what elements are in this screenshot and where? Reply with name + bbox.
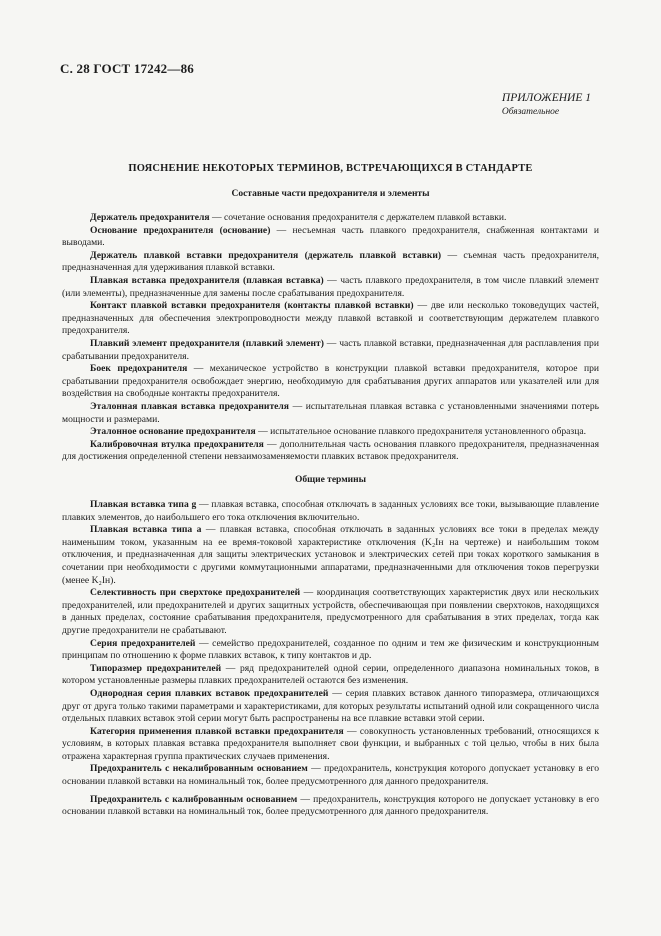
term-paragraph	[62, 587, 599, 637]
term-paragraph	[62, 794, 599, 819]
term-name: Плавкая вставка типа g	[90, 499, 197, 510]
term-paragraph	[62, 726, 599, 764]
appendix-label	[502, 91, 591, 119]
section-general	[62, 499, 599, 819]
section-heading-general: Общие термины	[294, 475, 367, 485]
term-definition: — семейство предохранителей, созданное по одним и тем же физическим и конструкционным принципам по отношению к форме плавких вставок, к типу контактов и др.	[62, 637, 599, 662]
term-name: Категория применения плавкой вставки предохранителя	[90, 725, 344, 737]
term-definition: — испытательная плавкая вставка с установленными значениями потерь мощности и размерами.	[62, 400, 599, 425]
term-name: Эталонное основание предохранителя	[90, 426, 256, 438]
term-definition: — сочетание основания предохранителя с держателем плавкой вставки.	[209, 212, 507, 223]
section-components	[62, 212, 599, 464]
term-definition: — предохранитель, конструкция которого допускает установку в его основании плавкой вставки на номинальный ток, более предусмотренного для данного предохранителя.	[62, 763, 600, 788]
term-paragraph	[62, 638, 599, 663]
term-name: Держатель плавкой вставки предохранителя (держатель плавкой вставки)	[90, 249, 442, 261]
term-definition: — плавкая вставка, способная отключать в заданных условиях все токи, вызывающие плавление плавких элементов, до наибольшего его тока отключения включительно.	[62, 499, 599, 523]
document-title: ПОЯСНЕНИЕ НЕКОТОРЫХ ТЕРМИНОВ, ВСТРЕЧАЮЩИХСЯ В СТАНДАРТЕ	[128, 163, 533, 174]
term-name: Серия предохранителей	[90, 637, 196, 649]
term-definition: — несъемная часть плавкого предохранителя, снабженная контактами и выводами.	[62, 224, 599, 249]
term-definition: — две или несколько токоведущих частей, предназначенных для обеспечения электропроводности между плавкой вставкой и соответствующим держателем плавкого предохранителя.	[62, 300, 599, 337]
term-name: Эталонная плавкая вставка предохранителя	[90, 400, 289, 412]
term-paragraph	[62, 275, 599, 300]
term-definition: — плавкая вставка, способная отключать в заданных условиях все токи в пределах между наименьшим током, указанным на ее время-токовой характеристике отключения (K₂Iн на чертеже) и наибольшим током отключения, и предназначенная для защиты электрических установок и электрических сетей при токах короткого замыкания в сочетании при необходимости с другими коммутационными аппаратами, предназначенными для отключения токов перегрузки (менее K₂Iн).	[62, 524, 600, 586]
term-paragraph	[62, 426, 599, 439]
term-definition: — часть плавкого предохранителя, в том числе плавкий элемент (или элементы), предназначенные для замены после срабатывания предохранителя.	[62, 274, 599, 299]
term-definition: — дополнительная часть основания плавкого предохранителя, предназначенная для достижения определенной степени невзаимозаменяемости плавких вставок предохранителя.	[62, 438, 599, 463]
term-definition: — серия плавких вставок данного типоразмера, отличающихся друг от друга только такими параметрами и характеристиками, для которых результаты испытаний одной или сокращенного числа отдельных плавких вставок этой серии могут быть распространены на все плавкие вставки этой серии.	[62, 687, 599, 725]
term-name: Плавкая вставка типа a	[90, 524, 202, 536]
term-name: Однородная серия плавких вставок предохранителей	[90, 687, 329, 699]
term-paragraph	[62, 524, 599, 587]
term-paragraph	[62, 763, 599, 788]
term-definition: — совокупность установленных требований, относящихся к условиям, в которых плавкая вставка предохранителя выполняет свои функции, и выбранных с той целью, чтобы в них была отражена характерная группа практических случаев применения.	[62, 725, 599, 762]
term-name: Держатель предохранителя	[90, 212, 210, 223]
page-header: С. 28 ГОСТ 17242—86	[60, 61, 194, 76]
appendix-status: Обязательное	[501, 107, 560, 117]
term-definition: — часть плавкой вставки, предназначенная для расплавления при срабатывании предохранителя.	[62, 337, 599, 362]
term-paragraph	[62, 300, 599, 338]
term-definition: — координация соответствующих характеристик двух или нескольких предохранителей, или предохранителей и других защитных устройств, обеспечивающая при появлении сверхтоков, находящихся в данных пределах, состояние срабатывания предохранителя, предусмотренного для срабатывания в этих пределах, тогда как другие предохранители не срабатывают.	[62, 587, 600, 636]
term-definition: — предохранитель, конструкция которого не допускает установку в его основании плавкой вставки на номинальный ток, более предусмотренного для данного предохранителя.	[62, 793, 599, 818]
term-definition: — испытательное основание плавкого предохранителя установленного образца.	[255, 426, 586, 438]
term-name: Основание предохранителя (основание)	[90, 224, 271, 236]
term-definition: — съемная часть предохранителя, предназначенная для удерживания плавкой вставки.	[62, 249, 600, 274]
term-paragraph	[62, 663, 599, 688]
term-paragraph	[62, 401, 599, 426]
term-name: Селективность при сверхтоке предохранителей	[90, 587, 301, 599]
term-name: Плавкий элемент предохранителя (плавкий элемент)	[90, 337, 324, 349]
term-paragraph	[62, 499, 599, 524]
term-name: Плавкая вставка предохранителя (плавкая вставка)	[90, 274, 324, 286]
term-name: Предохранитель с некалиброванным основанием	[90, 763, 308, 775]
appendix-title: ПРИЛОЖЕНИЕ 1	[501, 92, 591, 104]
term-definition: — ряд предохранителей одной серии, определенного диапазона номинальных токов, в котором установленные размеры плавких предохранителей остаются без изменения.	[62, 662, 600, 687]
term-paragraph	[62, 439, 599, 464]
term-paragraph	[62, 250, 599, 275]
section-heading-components: Составные части предохранителя и элементы	[231, 189, 430, 199]
term-paragraph	[62, 338, 599, 363]
term-name: Калибровочная втулка предохранителя	[90, 438, 264, 450]
term-paragraph	[62, 225, 599, 250]
term-name: Типоразмер предохранителей	[90, 662, 222, 674]
term-definition: — механическое устройство в конструкции плавкой вставки предохранителя, которое при срабатывании предохранителя освобождает энергию, необходимую для срабатывания других аппаратов или указателей или для воздействия на свободные контакты предохранителя.	[62, 363, 600, 400]
term-name: Контакт плавкой вставки предохранителя (контакты плавкой вставки)	[90, 300, 414, 312]
term-paragraph	[62, 212, 599, 225]
term-paragraph	[62, 363, 599, 401]
term-paragraph	[62, 688, 599, 726]
term-name: Боек предохранителя	[90, 363, 188, 375]
term-name: Предохранитель с калиброванным основанием	[90, 793, 298, 805]
